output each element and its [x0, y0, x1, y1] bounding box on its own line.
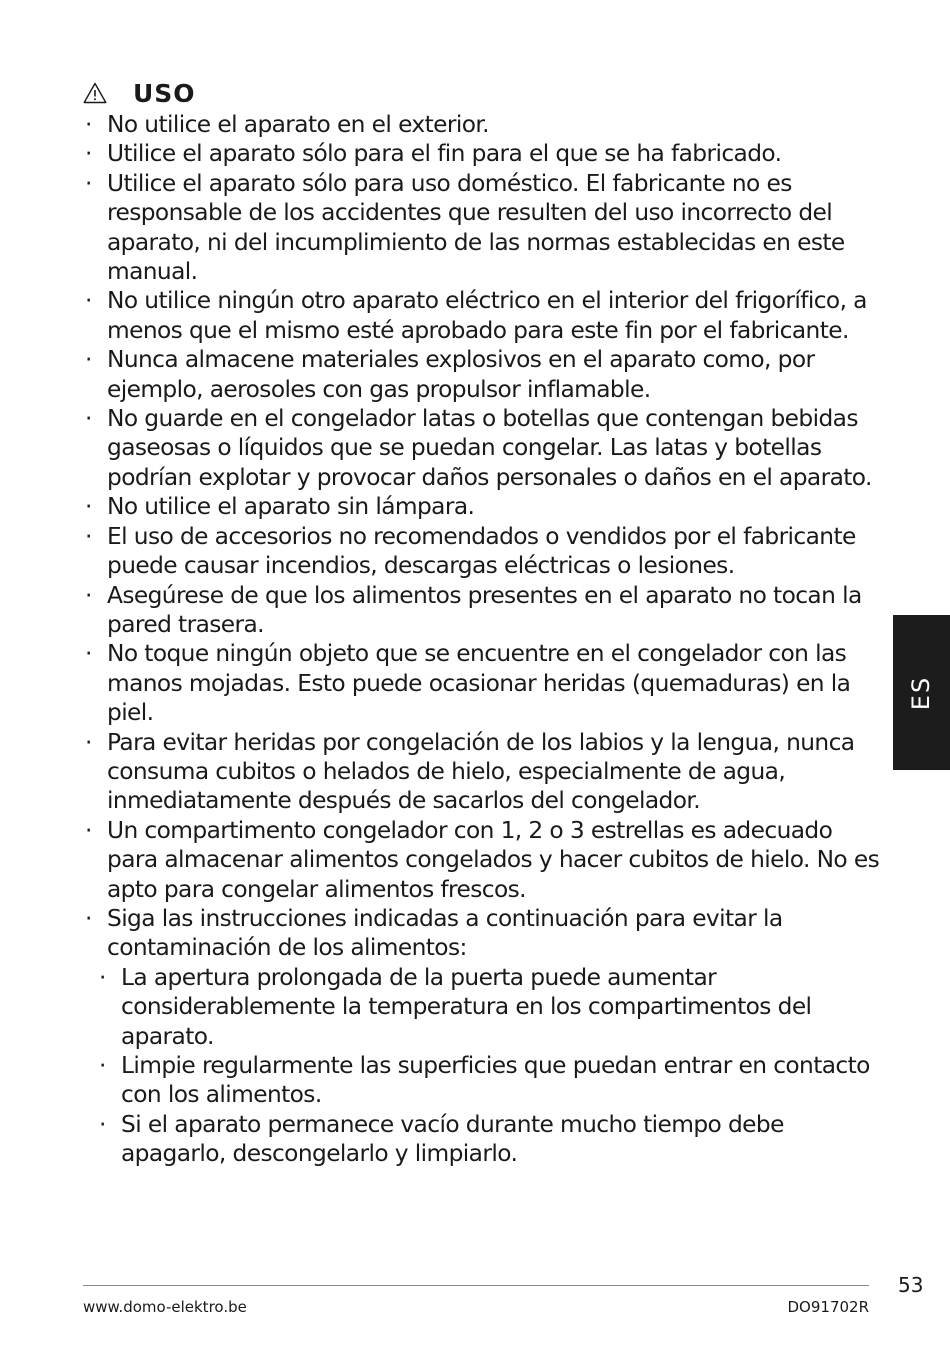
- bullet: [85, 286, 95, 315]
- language-tab-label: ES: [907, 675, 936, 710]
- list-item: [83, 904, 883, 963]
- contamination-sublist: [83, 963, 883, 1169]
- sub-list-item: [83, 963, 883, 1051]
- bullet: [85, 522, 95, 551]
- list-item-text: El uso de accesorios no recomendados o vendidos por el fabricante puede causar incendios, descargas eléctricas o lesiones.: [107, 522, 856, 580]
- warning-triangle-icon: [83, 82, 107, 104]
- list-item: [83, 728, 883, 816]
- sub-list-item: [83, 1110, 883, 1169]
- list-item: [83, 581, 883, 640]
- list-item: [83, 139, 883, 168]
- sub-list-item: [83, 1051, 883, 1110]
- list-item-text: Utilice el aparato sólo para uso doméstico. El fabricante no es responsable de los accidentes que resulten del uso incorrecto del aparato, ni del incumplimiento de las normas establecidas en este manual.: [107, 169, 845, 286]
- list-item-text: Asegúrese de que los alimentos presentes en el aparato no tocan la pared trasera.: [107, 581, 862, 638]
- list-item-text: Nunca almacene materiales explosivos en el aparato como, por ejemplo, aerosoles con gas propulsor inflamable.: [107, 346, 815, 403]
- list-item-text: No toque ningún objeto que se encuentre en el congelador con las manos mojadas. Esto puede ocasionar heridas (quemaduras) en la piel.: [107, 640, 851, 727]
- section-title: USO: [133, 78, 196, 108]
- bullet: [85, 345, 95, 374]
- language-tab: [893, 615, 950, 770]
- sub-list-item-text: Si el aparato permanece vacío durante mucho tiempo debe apagarlo, descongelarlo y limpiarlo.: [121, 1110, 784, 1168]
- list-item: [83, 110, 883, 139]
- sub-list-item-text: La apertura prolongada de la puerta puede aumentar considerablemente la temperatura en los compartimentos del aparato.: [121, 963, 812, 1050]
- list-item-text: No utilice el aparato sin lámpara.: [107, 493, 475, 521]
- list-item-text: Siga las instrucciones indicadas a continuación para evitar la contaminación de los alimentos:: [107, 904, 783, 962]
- bullet: [85, 404, 95, 433]
- footer-divider: [83, 1285, 869, 1286]
- bullet: [85, 904, 95, 933]
- list-item: [83, 492, 883, 521]
- bullet: [85, 816, 95, 845]
- bullet: [85, 728, 95, 757]
- section-heading: [83, 76, 883, 110]
- footer-model-number: DO91702R: [787, 1298, 869, 1316]
- bullet: [85, 492, 95, 521]
- list-item: [83, 169, 883, 287]
- list-item-text: No utilice el aparato en el exterior.: [107, 111, 489, 138]
- usage-section: [83, 76, 883, 1169]
- list-item: [83, 286, 883, 345]
- bullet: [85, 581, 95, 610]
- list-item-text: Para evitar heridas por congelación de los labios y la lengua, nunca consuma cubitos o helados de hielo, especialmente de agua, inmediatamente después de sacarlos del congelador.: [107, 728, 855, 815]
- list-item: [83, 816, 883, 904]
- list-item: [83, 522, 883, 581]
- bullet: [85, 169, 95, 198]
- bullet: [85, 639, 95, 668]
- list-item: [83, 404, 883, 492]
- bullet: [99, 963, 109, 992]
- list-item-text: Utilice el aparato sólo para el fin para el que se ha fabricado.: [107, 140, 782, 168]
- list-item: [83, 345, 883, 404]
- instruction-list: [83, 110, 883, 963]
- list-item-text: No guarde en el congelador latas o botellas que contengan bebidas gaseosas o líquidos que se puedan congelar. Las latas y botellas podrían explotar y provocar daños personales o daños en el aparato.: [107, 405, 872, 491]
- page-number: 53: [898, 1273, 924, 1297]
- footer-url: www.domo-elektro.be: [83, 1298, 247, 1316]
- bullet: [85, 139, 95, 168]
- bullet: [99, 1110, 109, 1139]
- list-item-text: No utilice ningún otro aparato eléctrico en el interior del frigorífico, a menos que el mismo esté aprobado para este fin por el fabricante.: [107, 287, 867, 344]
- list-item: [83, 639, 883, 727]
- sub-list-item-text: Limpie regularmente las superficies que puedan entrar en contacto con los alimentos.: [121, 1052, 870, 1109]
- bullet: [99, 1051, 109, 1080]
- bullet: [85, 110, 95, 139]
- list-item-text: Un compartimento congelador con 1, 2 o 3 estrellas es adecuado para almacenar alimentos congelados y hacer cubitos de hielo. No es apto para congelar alimentos frescos.: [107, 816, 880, 903]
